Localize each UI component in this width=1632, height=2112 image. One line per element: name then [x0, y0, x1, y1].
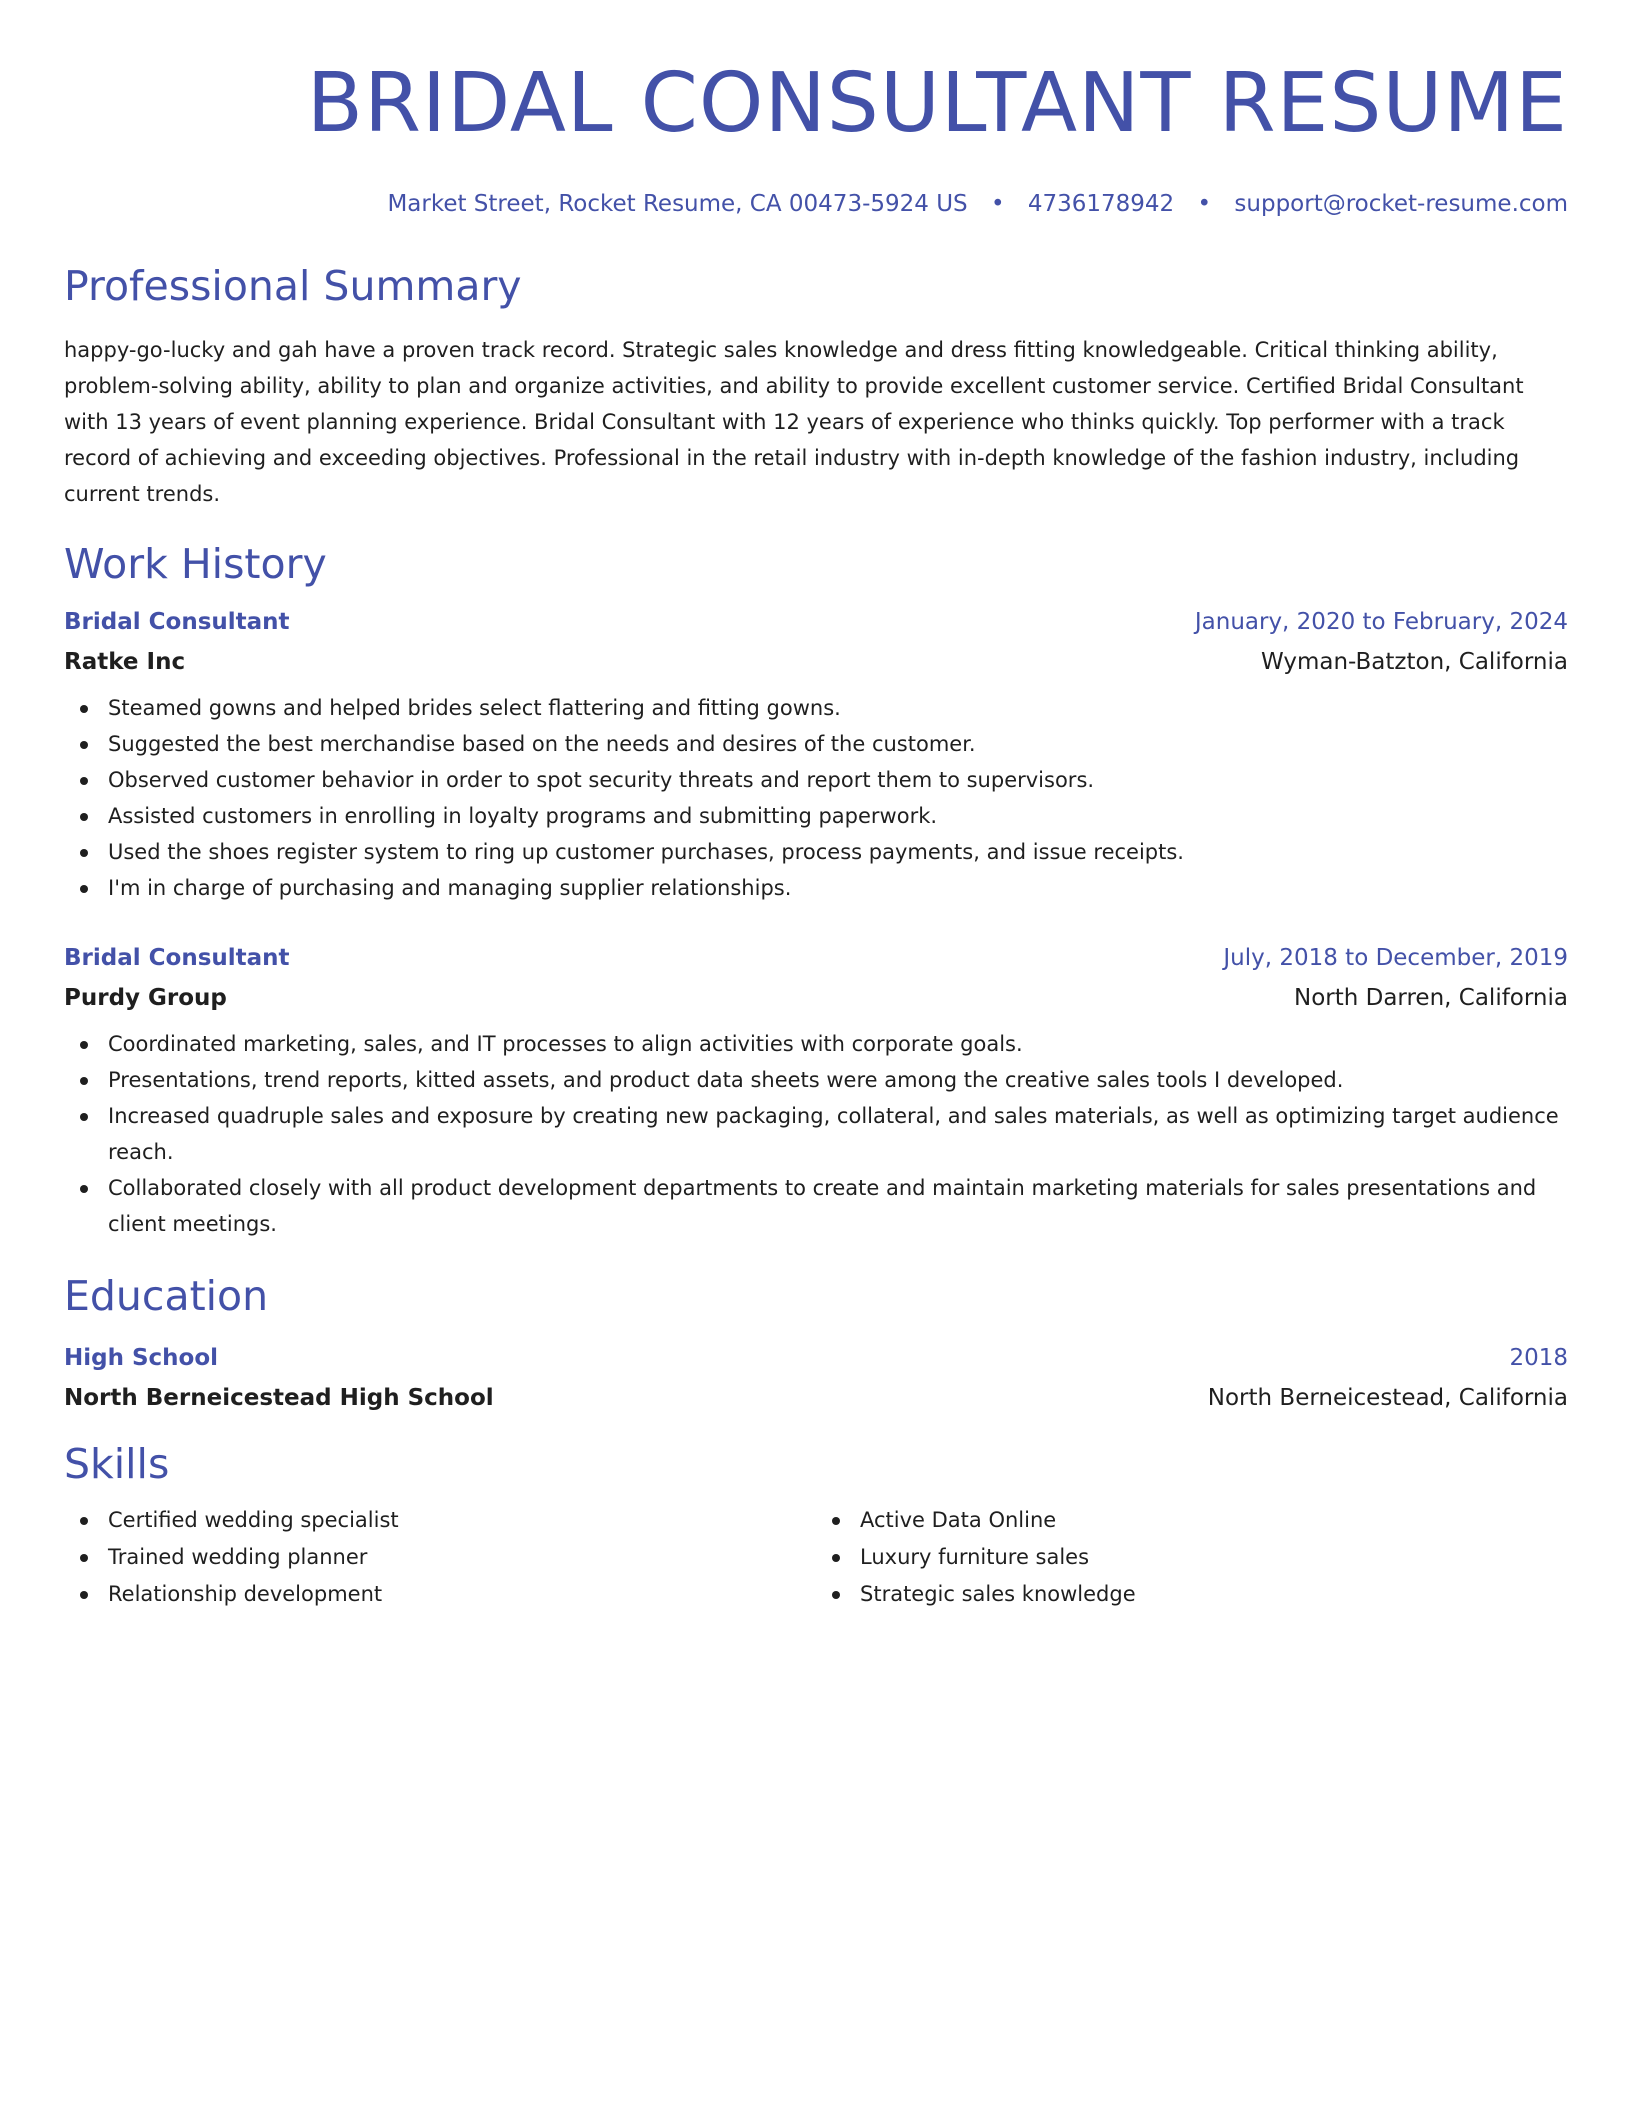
job-duties	[64, 1026, 1568, 1242]
job-location: Wyman-Batzton, California	[1261, 649, 1568, 675]
resume-header	[64, 56, 1568, 218]
job-entry	[64, 606, 1568, 906]
job-duty-item: Assisted customers in enrolling in loyalty programs and submitting paperwork.	[64, 798, 1568, 834]
job-duty-item: Used the shoes register system to ring up customer purchases, process payments, and issue receipts.	[64, 834, 1568, 870]
job-dates: January, 2020 to February, 2024	[1194, 609, 1568, 635]
contact-line	[64, 190, 1568, 218]
job-company-row	[64, 646, 1568, 678]
section-title-education: Education	[64, 1272, 269, 1320]
job-company: Ratke Inc	[64, 649, 186, 675]
skills-list	[64, 1502, 1568, 1613]
job-dates: July, 2018 to December, 2019	[1223, 945, 1568, 971]
education-year: 2018	[1509, 1345, 1568, 1371]
skill-item: Active Data Online	[816, 1502, 1568, 1539]
section-title-skills: Skills	[64, 1440, 170, 1488]
skill-item: Certified wedding specialist	[64, 1502, 816, 1539]
job-title: Bridal Consultant	[64, 609, 290, 635]
job-duty-item: Observed customer behavior in order to spot security threats and report them to supervisors.	[64, 762, 1568, 798]
education-degree: High School	[64, 1345, 219, 1371]
resume-title: BRIDAL CONSULTANT RESUME	[306, 56, 1568, 151]
job-header	[64, 942, 1568, 974]
job-duty-item: Suggested the best merchandise based on the needs and desires of the customer.	[64, 726, 1568, 762]
section-title-summary: Professional Summary	[64, 262, 522, 310]
job-duty-item: I'm in charge of purchasing and managing supplier relationships.	[64, 870, 1568, 906]
job-title: Bridal Consultant	[64, 945, 290, 971]
contact-address: Market Street, Rocket Resume, CA 00473-5924 US	[387, 191, 968, 217]
contact-email[interactable]: support@rocket-resume.com	[1234, 191, 1568, 217]
section-title-work-history: Work History	[64, 540, 327, 588]
job-duty-item: Coordinated marketing, sales, and IT processes to align activities with corporate goals.	[64, 1026, 1568, 1062]
job-company-row	[64, 982, 1568, 1014]
job-duty-item: Presentations, trend reports, kitted assets, and product data sheets were among the creative sales tools I developed.	[64, 1062, 1568, 1098]
contact-separator: •	[1197, 191, 1212, 217]
job-header	[64, 606, 1568, 638]
education-header	[64, 1342, 1568, 1374]
education-school-row	[64, 1382, 1568, 1414]
education-location: North Berneicestead, California	[1207, 1385, 1568, 1411]
skill-item: Relationship development	[64, 1576, 816, 1613]
contact-separator: •	[990, 191, 1005, 217]
job-duty-item: Collaborated closely with all product development departments to create and maintain marketing materials for sales presentations and client meetings.	[64, 1170, 1568, 1242]
skill-item: Luxury furniture sales	[816, 1539, 1568, 1576]
job-location: North Darren, California	[1293, 985, 1568, 1011]
contact-phone[interactable]: 4736178942	[1027, 191, 1175, 217]
skill-item: Strategic sales knowledge	[816, 1576, 1568, 1613]
education-entry	[64, 1342, 1568, 1414]
job-company: Purdy Group	[64, 985, 227, 1011]
job-duty-item: Increased quadruple sales and exposure by creating new packaging, collateral, and sales materials, as well as optimizing target audience reach.	[64, 1098, 1568, 1170]
skill-item: Trained wedding planner	[64, 1539, 816, 1576]
summary-text: happy-go-lucky and gah have a proven track record. Strategic sales knowledge and dress fitting knowledgeable. Critical thinking ability, problem-solving ability, ability to plan and organize activities, and ability to provide excellent customer service. Certified Bridal Consultant with 13 years of event planning experience. Bridal Consultant with 12 years of experience who thinks quickly. Top performer with a track record of achieving and exceeding objectives. Professional in the retail industry with in-depth knowledge of the fashion industry, including current trends.	[64, 338, 1524, 506]
skills-column-right	[816, 1502, 1568, 1613]
job-entry	[64, 942, 1568, 1242]
job-duties	[64, 690, 1568, 906]
job-duty-item: Steamed gowns and helped brides select flattering and fitting gowns.	[64, 690, 1568, 726]
skills-column-left	[64, 1502, 816, 1613]
education-school: North Berneicestead High School	[64, 1385, 494, 1411]
